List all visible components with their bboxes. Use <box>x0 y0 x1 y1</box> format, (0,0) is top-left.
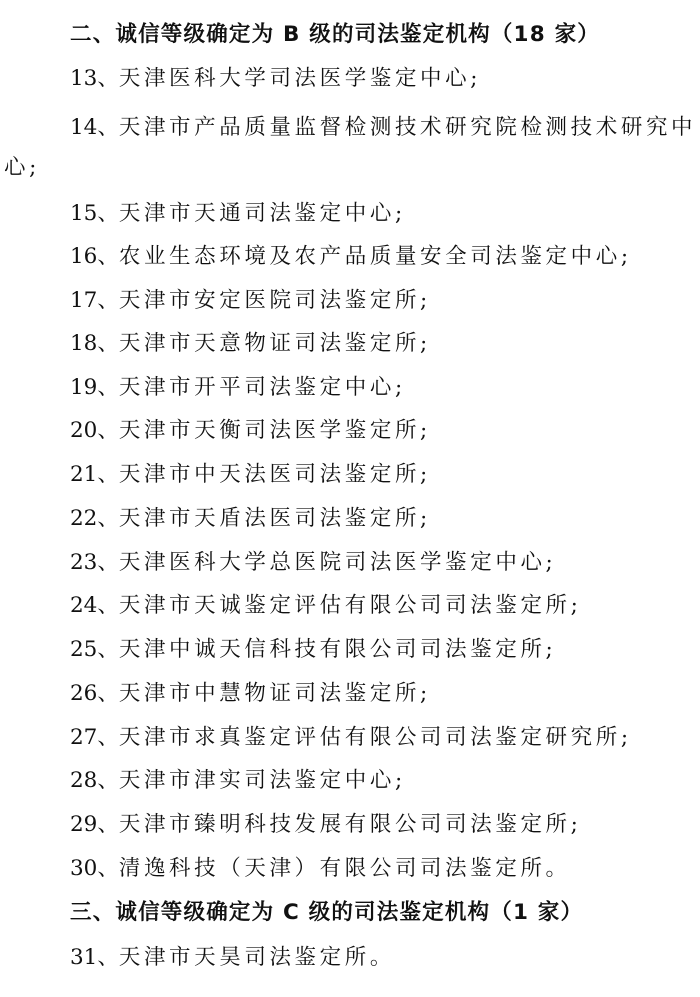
item-number: 19、 <box>70 375 119 400</box>
item-number: 25、 <box>70 637 119 662</box>
section-c-heading: 三、诚信等级确定为 C 级的司法鉴定机构（1 家） <box>70 900 584 925</box>
item-text: 天津医科大学司法医学鉴定中心; <box>118 66 482 91</box>
list-item <box>70 242 700 272</box>
list-item <box>70 723 700 753</box>
item-text: 天津市天昊司法鉴定所。 <box>118 945 395 970</box>
item-number: 27、 <box>70 725 119 750</box>
item-text: 天津中诚天信科技有限公司司法鉴定所; <box>118 637 557 662</box>
list-item <box>70 373 700 403</box>
item-text: 天津市开平司法鉴定中心; <box>118 375 406 400</box>
item-number: 13、 <box>70 66 119 91</box>
list-item <box>70 416 700 446</box>
item-text: 天津市天衡司法医学鉴定所; <box>118 418 431 443</box>
item-number: 21、 <box>70 462 119 487</box>
list-item <box>70 286 700 316</box>
item-text: 天津市产品质量监督检测技术研究院检测技术研究中 <box>118 115 697 140</box>
item-text: 农业生态环境及农产品质量安全司法鉴定中心; <box>118 244 632 269</box>
item-number: 30、 <box>70 856 119 881</box>
item-number: 22、 <box>70 506 119 531</box>
section-b-heading: 二、诚信等级确定为 B 级的司法鉴定机构（18 家） <box>70 22 600 47</box>
item-number: 17、 <box>70 288 119 313</box>
list-item <box>70 854 700 884</box>
item-number: 24、 <box>70 593 119 618</box>
list-item <box>70 460 700 490</box>
item-number: 31、 <box>70 945 119 970</box>
list-item <box>70 329 700 359</box>
item-number: 26、 <box>70 681 119 706</box>
list-item <box>70 635 700 665</box>
list-item-continuation: 心; <box>4 155 40 180</box>
item-number: 28、 <box>70 768 119 793</box>
item-number: 23、 <box>70 550 119 575</box>
item-text: 天津市安定医院司法鉴定所; <box>118 288 431 313</box>
list-item <box>70 943 700 973</box>
item-text: 天津市中慧物证司法鉴定所; <box>118 681 431 706</box>
item-text: 天津医科大学总医院司法医学鉴定中心; <box>118 550 557 575</box>
item-text: 天津市天意物证司法鉴定所; <box>118 331 431 356</box>
item-text: 天津市中天法医司法鉴定所; <box>118 462 431 487</box>
item-number: 18、 <box>70 331 119 356</box>
item-number: 15、 <box>70 201 119 226</box>
item-text: 天津市天通司法鉴定中心; <box>118 201 406 226</box>
list-item <box>70 679 700 709</box>
item-text: 天津市求真鉴定评估有限公司司法鉴定研究所; <box>118 725 632 750</box>
list-item <box>70 199 700 229</box>
list-item <box>70 810 700 840</box>
list-item <box>70 113 700 143</box>
item-text: 天津市津实司法鉴定中心; <box>118 768 406 793</box>
list-item <box>70 64 700 94</box>
item-text: 清逸科技（天津）有限公司司法鉴定所。 <box>118 856 571 881</box>
item-number: 29、 <box>70 812 119 837</box>
item-text: 天津市天诚鉴定评估有限公司司法鉴定所; <box>118 593 582 618</box>
item-number: 16、 <box>70 244 119 269</box>
list-item <box>70 591 700 621</box>
item-text: 天津市臻明科技发展有限公司司法鉴定所; <box>118 812 582 837</box>
item-text: 天津市天盾法医司法鉴定所; <box>118 506 431 531</box>
list-item <box>70 548 700 578</box>
list-item <box>70 504 700 534</box>
list-item <box>70 766 700 796</box>
item-number: 14、 <box>70 115 119 140</box>
item-number: 20、 <box>70 418 119 443</box>
